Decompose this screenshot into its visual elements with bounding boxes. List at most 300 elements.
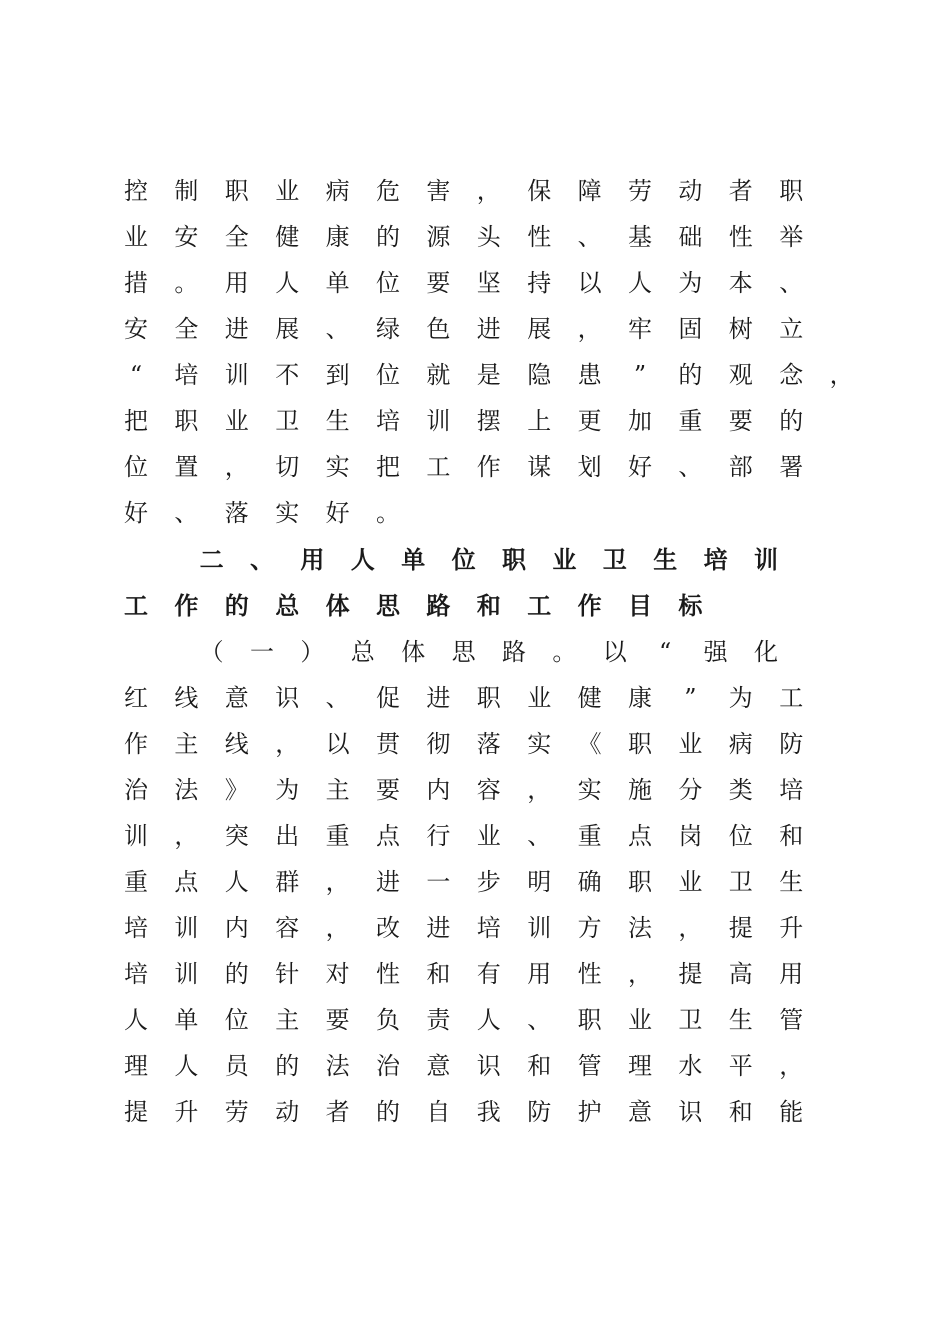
text-char: 重: [325, 822, 350, 850]
text-char: 举: [779, 223, 804, 251]
text-char: 训: [426, 407, 451, 435]
text-char: ，: [476, 177, 501, 205]
text-char: 展: [527, 315, 552, 343]
text-char: 全: [224, 223, 249, 251]
text-char: 的: [275, 1052, 300, 1080]
text-char: 要: [376, 776, 400, 804]
text-char: 识: [476, 1052, 501, 1080]
text-char: 人: [628, 269, 652, 297]
text-char: 分: [678, 776, 703, 804]
text-char: 持: [527, 269, 552, 297]
text-line: [0, 214, 950, 260]
text-char: 和: [476, 592, 501, 620]
text-char: ”: [684, 684, 697, 712]
text-char: 业: [527, 684, 552, 712]
text-char: 训: [174, 960, 199, 988]
text-char: 固: [678, 315, 703, 343]
text-char: 以: [602, 638, 627, 666]
text-char: 观: [728, 361, 753, 389]
text-char: 病: [325, 177, 350, 205]
text-char: 源: [426, 223, 451, 251]
text-char: “: [129, 361, 143, 389]
text-char: 的: [224, 592, 249, 620]
text-char: 落: [224, 499, 249, 527]
text-char: 要: [426, 269, 451, 297]
text-char: 康: [628, 684, 652, 712]
text-char: 的: [779, 407, 804, 435]
text-char: 针: [275, 960, 300, 988]
text-char: 更: [577, 407, 602, 435]
text-char: 意: [224, 684, 249, 712]
text-char: 护: [577, 1098, 602, 1126]
text-char: 确: [577, 868, 602, 896]
text-char: 位: [224, 1006, 249, 1034]
text-line: [0, 813, 950, 859]
text-line: [0, 675, 950, 721]
text-line: [0, 444, 950, 490]
text-char: 治: [124, 776, 148, 804]
text-char: 工: [779, 684, 804, 712]
text-char: 改: [376, 914, 400, 942]
text-char: 人: [350, 546, 375, 574]
text-char: 作: [124, 730, 148, 758]
text-char: ）: [300, 638, 325, 666]
text-char: 位: [728, 822, 753, 850]
text-char: 路: [426, 592, 451, 620]
text-char: 性: [728, 223, 753, 251]
text-char: 加: [628, 407, 652, 435]
text-char: 平: [728, 1052, 753, 1080]
text-char: 标: [678, 592, 703, 620]
text-line: [0, 398, 950, 444]
text-char: 提: [678, 960, 703, 988]
text-char: 和: [527, 1052, 552, 1080]
text-char: 人: [174, 1052, 199, 1080]
text-char: 患: [577, 361, 602, 389]
text-char: 性: [376, 960, 400, 988]
text-char: 点: [628, 822, 652, 850]
text-char: 、: [174, 499, 199, 527]
text-char: 业: [275, 177, 300, 205]
text-char: 生: [779, 868, 804, 896]
text-char: 业: [678, 868, 703, 896]
text-char: 卫: [678, 1006, 703, 1034]
text-char: 把: [124, 407, 148, 435]
text-char: 突: [224, 822, 249, 850]
text-char: 识: [275, 684, 300, 712]
text-char: 树: [728, 315, 753, 343]
text-char: 、: [250, 546, 274, 574]
text-char: 卫: [728, 868, 753, 896]
text-char: 管: [577, 1052, 602, 1080]
text-char: 总: [350, 638, 375, 666]
text-char: 位: [124, 453, 148, 481]
text-char: 治: [376, 1052, 400, 1080]
text-char: 明: [527, 868, 552, 896]
text-char: ，: [779, 1052, 804, 1080]
text-char: ，: [628, 960, 652, 988]
text-char: 作: [577, 592, 602, 620]
text-char: 实: [527, 730, 552, 758]
text-char: 法: [174, 776, 199, 804]
text-char: 用: [779, 960, 804, 988]
text-char: 实: [275, 499, 300, 527]
text-char: 人: [476, 1006, 501, 1034]
text-char: 健: [577, 684, 602, 712]
text-char: 业: [224, 407, 249, 435]
text-char: 、: [779, 269, 804, 297]
text-char: 、: [527, 1006, 552, 1034]
text-char: 训: [124, 822, 148, 850]
text-char: 是: [476, 361, 501, 389]
text-line: [0, 1043, 950, 1089]
text-char: 和: [426, 960, 451, 988]
text-char: ，: [174, 822, 199, 850]
text-char: 方: [577, 914, 602, 942]
text-char: 能: [779, 1098, 804, 1126]
text-line: [0, 951, 950, 997]
text-char: 制: [174, 177, 199, 205]
text-char: 性: [527, 223, 552, 251]
text-char: 《: [577, 730, 602, 758]
text-char: 点: [376, 822, 400, 850]
text-char: 和: [779, 822, 804, 850]
text-char: 卫: [602, 546, 627, 574]
text-line: [0, 260, 950, 306]
text-char: 保: [527, 177, 552, 205]
text-char: 职: [476, 684, 501, 712]
text-char: 有: [476, 960, 501, 988]
text-char: 安: [174, 223, 199, 251]
text-char: ，: [678, 914, 703, 942]
text-char: 坚: [476, 269, 501, 297]
text-char: 作: [174, 592, 199, 620]
text-char: 以: [577, 269, 602, 297]
text-char: 主: [325, 776, 350, 804]
text-char: 进: [426, 914, 451, 942]
text-char: 业: [628, 1006, 652, 1034]
text-char: 意: [426, 1052, 451, 1080]
text-char: 重: [124, 868, 148, 896]
text-char: 促: [376, 684, 400, 712]
text-char: 全: [174, 315, 199, 343]
text-char: 署: [779, 453, 804, 481]
text-char: 以: [325, 730, 350, 758]
text-char: 红: [124, 684, 148, 712]
text-char: 升: [779, 914, 804, 942]
text-char: 主: [174, 730, 199, 758]
text-char: 就: [426, 361, 451, 389]
text-char: 好: [325, 499, 350, 527]
text-line: [0, 997, 950, 1043]
text-char: 单: [174, 1006, 199, 1034]
text-char: 重: [577, 822, 602, 850]
text-char: 上: [527, 407, 552, 435]
text-char: 和: [728, 1098, 753, 1126]
text-char: 不: [275, 361, 300, 389]
text-char: 步: [476, 868, 501, 896]
text-char: 识: [678, 1098, 703, 1126]
text-char: 职: [779, 177, 804, 205]
text-char: 内: [426, 776, 451, 804]
text-char: 卫: [275, 407, 300, 435]
text-char: 为: [275, 776, 300, 804]
text-char: 业: [678, 730, 703, 758]
text-char: 为: [678, 269, 703, 297]
text-char: 动: [678, 177, 703, 205]
text-char: 、: [577, 223, 602, 251]
text-char: 念: [779, 361, 804, 389]
text-char: 法: [628, 914, 652, 942]
text-char: 。: [552, 638, 577, 666]
text-line: [0, 629, 950, 675]
text-char: ”: [633, 361, 647, 389]
text-char: 动: [275, 1098, 300, 1126]
text-char: 人: [124, 1006, 148, 1034]
text-char: 进: [376, 868, 400, 896]
text-char: 工: [426, 453, 451, 481]
text-char: 体: [401, 638, 426, 666]
text-char: 摆: [476, 407, 501, 435]
text-char: 立: [779, 315, 804, 343]
text-char: 隐: [527, 361, 552, 389]
text-char: 位: [376, 269, 400, 297]
text-char: 、: [527, 822, 552, 850]
text-char: 目: [628, 592, 652, 620]
text-char: 作: [476, 453, 501, 481]
text-char: 性: [577, 960, 602, 988]
text-char: 障: [577, 177, 602, 205]
text-char: 、: [325, 684, 350, 712]
text-char: 为: [728, 684, 753, 712]
text-char: 职: [577, 1006, 602, 1034]
text-char: 位: [376, 361, 400, 389]
text-char: 化: [754, 638, 778, 666]
text-char: 重: [678, 407, 703, 435]
text-char: 容: [275, 914, 300, 942]
text-char: 行: [426, 822, 451, 850]
text-char: 防: [779, 730, 804, 758]
text-char: 提: [728, 914, 753, 942]
text-char: 业: [552, 546, 577, 574]
text-char: 、: [325, 315, 350, 343]
text-char: 的: [224, 960, 249, 988]
text-char: 健: [275, 223, 300, 251]
text-char: 位: [451, 546, 476, 574]
text-char: 人: [224, 868, 249, 896]
text-char: 线: [224, 730, 249, 758]
text-char: 实: [325, 453, 350, 481]
text-char: 出: [275, 822, 300, 850]
text-char: 培: [476, 914, 501, 942]
text-char: 康: [325, 223, 350, 251]
text-char: 职: [628, 868, 652, 896]
text-char: “: [659, 638, 672, 666]
text-char: 落: [476, 730, 501, 758]
text-char: 升: [174, 1098, 199, 1126]
text-char: 容: [476, 776, 501, 804]
text-char: 点: [174, 868, 199, 896]
text-char: 劳: [224, 1098, 249, 1126]
text-char: 者: [728, 177, 753, 205]
text-char: 到: [325, 361, 350, 389]
text-line: [0, 490, 950, 536]
text-char: 进: [476, 315, 501, 343]
text-char: 安: [124, 315, 148, 343]
text-char: 职: [174, 407, 199, 435]
text-char: 负: [376, 1006, 400, 1034]
text-line: [0, 721, 950, 767]
text-char: 头: [476, 223, 501, 251]
text-char: 。: [174, 269, 199, 297]
text-char: 措: [124, 269, 148, 297]
text-char: 好: [124, 499, 148, 527]
text-char: 二: [199, 546, 224, 574]
text-char: 训: [527, 914, 552, 942]
text-char: 基: [628, 223, 652, 251]
text-char: 提: [124, 1098, 148, 1126]
text-char: 》: [224, 776, 249, 804]
text-char: 思: [451, 638, 476, 666]
text-char: 线: [174, 684, 199, 712]
text-char: 施: [628, 776, 652, 804]
text-char: 生: [728, 1006, 753, 1034]
text-char: 自: [426, 1098, 451, 1126]
text-char: 的: [376, 223, 400, 251]
text-char: 病: [728, 730, 753, 758]
text-char: ，: [577, 315, 602, 343]
text-char: 培: [124, 960, 148, 988]
text-char: 把: [376, 453, 400, 481]
text-line: [0, 352, 950, 398]
text-char: 培: [376, 407, 400, 435]
text-char: 培: [124, 914, 148, 942]
text-char: 高: [728, 960, 753, 988]
text-char: ，: [224, 453, 249, 481]
text-char: 责: [426, 1006, 451, 1034]
text-char: 一: [250, 638, 274, 666]
text-char: 置: [174, 453, 199, 481]
text-char: 劳: [628, 177, 652, 205]
text-char: 绿: [376, 315, 400, 343]
text-char: 单: [401, 546, 426, 574]
text-char: ，: [275, 730, 300, 758]
text-char: 培: [703, 546, 728, 574]
text-char: 对: [325, 960, 350, 988]
text-char: 防: [527, 1098, 552, 1126]
text-char: 工: [124, 592, 148, 620]
text-char: 思: [376, 592, 400, 620]
text-char: ，: [527, 776, 552, 804]
text-char: 岗: [678, 822, 703, 850]
text-char: 理: [628, 1052, 652, 1080]
text-char: ，: [325, 914, 350, 942]
text-char: 用: [300, 546, 325, 574]
text-line: [0, 306, 950, 352]
text-char: 生: [653, 546, 678, 574]
text-char: 控: [124, 177, 148, 205]
text-char: 好: [628, 453, 652, 481]
text-char: （: [199, 638, 224, 666]
text-line: [0, 168, 950, 214]
text-char: 意: [628, 1098, 652, 1126]
text-char: 理: [124, 1052, 148, 1080]
text-char: 彻: [426, 730, 451, 758]
text-char: 。: [376, 499, 400, 527]
heading-line: [0, 583, 950, 629]
text-char: 我: [476, 1098, 501, 1126]
text-char: 贯: [376, 730, 400, 758]
text-char: 、: [678, 453, 703, 481]
text-char: 群: [275, 868, 300, 896]
text-char: 者: [325, 1098, 350, 1126]
text-char: 职: [628, 730, 652, 758]
text-char: 培: [779, 776, 804, 804]
text-char: 强: [703, 638, 728, 666]
text-char: 人: [275, 269, 300, 297]
text-char: 本: [728, 269, 753, 297]
text-char: 管: [779, 1006, 804, 1034]
text-char: 业: [476, 822, 501, 850]
text-char: 牢: [628, 315, 652, 343]
text-char: 生: [325, 407, 350, 435]
text-char: 单: [325, 269, 350, 297]
text-char: 路: [502, 638, 526, 666]
text-char: 职: [224, 177, 249, 205]
text-char: 展: [275, 315, 300, 343]
text-char: 体: [325, 592, 350, 620]
text-char: 工: [527, 592, 552, 620]
text-char: 实: [577, 776, 602, 804]
text-char: 业: [124, 223, 148, 251]
text-char: 员: [224, 1052, 249, 1080]
text-line: [0, 905, 950, 951]
text-char: 类: [728, 776, 753, 804]
text-char: ，: [325, 868, 350, 896]
text-char: 水: [678, 1052, 703, 1080]
text-char: 要: [325, 1006, 350, 1034]
text-line: [0, 1089, 950, 1135]
text-char: 法: [325, 1052, 350, 1080]
text-char: 训: [174, 914, 199, 942]
text-char: 的: [376, 1098, 400, 1126]
text-char: 础: [678, 223, 703, 251]
text-char: 用: [224, 269, 249, 297]
text-char: 总: [275, 592, 300, 620]
text-char: 一: [426, 868, 451, 896]
text-char: 主: [275, 1006, 300, 1034]
text-char: 内: [224, 914, 249, 942]
text-char: 进: [224, 315, 249, 343]
text-char: 害: [426, 177, 451, 205]
text-char: 色: [426, 315, 451, 343]
text-char: 划: [577, 453, 602, 481]
text-char: 培: [174, 361, 199, 389]
text-char: 进: [426, 684, 451, 712]
text-char: 职: [502, 546, 526, 574]
text-line: [0, 859, 950, 905]
text-char: 训: [224, 361, 249, 389]
text-char: 训: [754, 546, 778, 574]
text-line: [0, 767, 950, 813]
text-char: 部: [728, 453, 753, 481]
text-char: 的: [678, 361, 703, 389]
text-char: 切: [275, 453, 300, 481]
text-char: 谋: [527, 453, 552, 481]
text-char: 要: [728, 407, 753, 435]
heading-line: [0, 537, 950, 583]
text-char: 用: [527, 960, 552, 988]
